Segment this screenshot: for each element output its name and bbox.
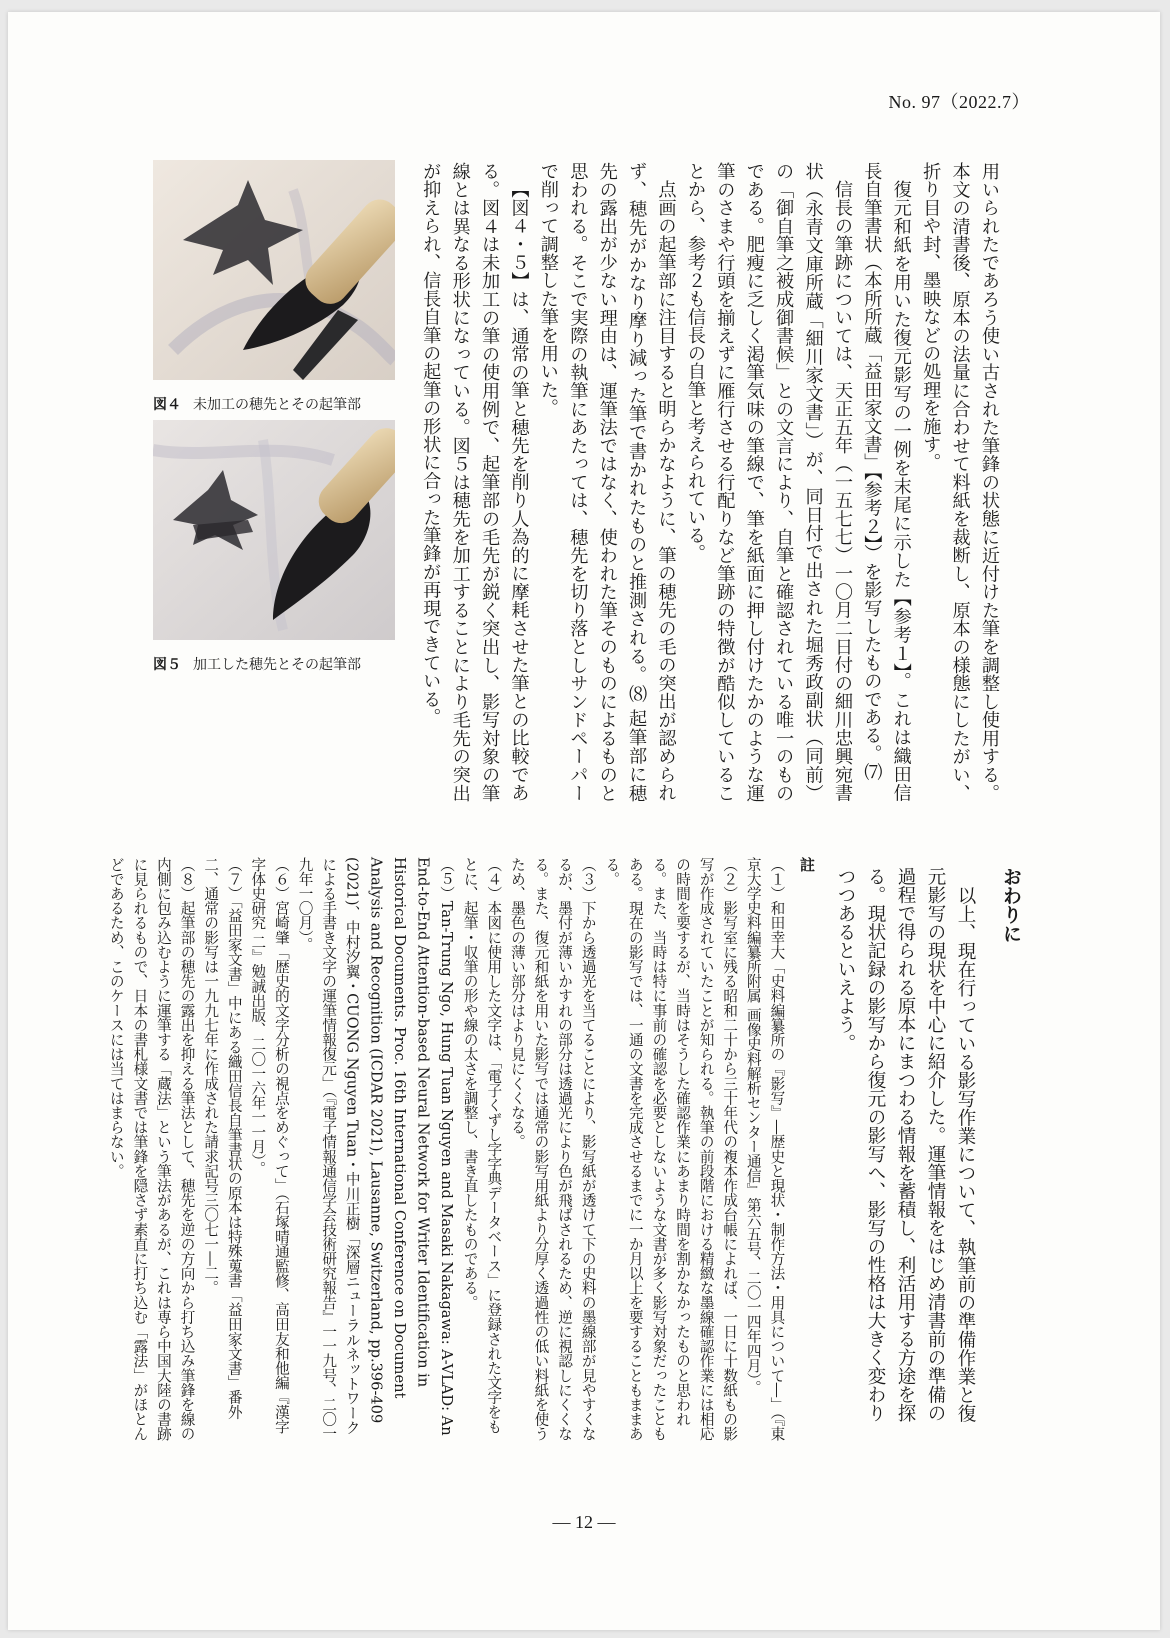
body-paragraph: 復元和紙を用いた復元影写の一例を末尾に示した【参考１】。これは織田信長自筆書状（本所所蔵「益田家文書」【参考２】）を影写したものである。⑺ <box>861 162 912 802</box>
figure-4-caption-text: 未加工の穂先とその起筆部 <box>193 397 361 413</box>
page <box>8 12 1160 1630</box>
note-item: （６）宮崎肇「歴史的文字分析の視点をめぐって」（石塚晴通監修、高田友和他編『漢字字体史研究 二』勉誠出版、二〇一六年一一月）。 <box>249 857 290 1434</box>
figure-5-photo <box>153 420 395 640</box>
page-number: ― 12 ― <box>552 1512 616 1532</box>
conclusion-text: 以上、現在行っている影写作業について、執筆前の準備作業と復元影写の現状を中心に紹介した。運筆情報をはじめ清書前の準備の過程で得られる原本にまつわる情報を蓄積し、利活用する方途を探る。現状記録の影写から復元の影写へ、影写の性格は大きく変わりつつあるといえよう。 <box>835 867 976 1422</box>
note-item: （１）和田幸大「史料編纂所の『影写』―歴史と現状・制作方法・用具について―」（『東京大学史料編纂所附属 画像史料解析センター通信』第六五号、二〇一四年四月）。 <box>744 857 786 1441</box>
body-text-top <box>408 162 1004 802</box>
figure-4-label: 図４ <box>153 397 181 413</box>
issue-number: No. 97（2022.7） <box>888 92 1030 112</box>
note-item: （３）下から透過光を当てることにより、影写紙が透けて下の史料の墨線部が見やすくなるが、墨付が薄いかすれの部分は透過光により色が飛ばされるため、逆に視認しにくくなる。また、復元和紙を用いた影写では通常の影写用紙より分厚く透過性の低い料紙を使うため、墨色の薄い部分はより見にくくなる。 <box>508 857 597 1441</box>
figure-4-caption <box>153 394 361 414</box>
body-paragraph: 点画の起筆部に注目すると明らかなように、筆の穂先の毛の突出が認められず、穂先がかなり摩り減った筆で書かれたものと推測される。⑻ 起筆部に穂先の露出が少ない理由は、運筆法ではなく、使われた筆そのものによるものと思われる。そこで実際の執筆にあたっては、穂先を切り落としサンドペーパーで削って調整した筆を用いた。 <box>537 162 677 802</box>
body-paragraph: 用いられたであろう使い古された筆鋒の状態に近付けた筆を調整し使用する。本文の清書後、原本の法量に合わせて料紙を裁断し、原本の様態にしたがい、折り目や封、墨映などの処理を施す。 <box>920 162 1000 802</box>
notes-heading: 註 <box>798 857 816 872</box>
note-item: （２）影写室に残る昭和二十から三十年代の複本作成台帳によれば、一日に十数紙もの影写が作成されていたことが知られる。執筆の前段階における精緻な墨線確認作業には相応の時間を要するが、当時はそうした確認作業にあまり時間を割かなかったものと思われる。また、当時は特に事前の確認を必要としないような文書が多く影写対象だったこともある。現在の影写では、一通の文書を完成させるまでに一か月以上を要することもままある。 <box>603 857 739 1441</box>
note-item: （７）「益田家文書」中にある織田信長自筆書状の原本は特殊蒐書「益田家文書」番外二、通常の影写は一九九七年に作成された請求記号三〇七一―二。 <box>202 857 243 1420</box>
figure-5-caption <box>153 654 361 674</box>
conclusion-heading: おわりに <box>1000 867 1022 943</box>
body-paragraph: 信長の筆跡については、天正五年（一五七七）一〇月二日付の細川忠興宛書状（永青文庫所蔵「細川家文書」）が、同日付で出された堀秀政副状（同前）の「御自筆之被成御書候」との文言により、自筆と確認されている唯一のものである。肥瘦に乏しく渇筆気味の筆線で、筆を紙面に押し付けたかのような運筆のさまや行頭を揃えずに雁行させる行配りなど筆跡の特徴が酷似していることから、参考２も信長の自筆と考えられている。 <box>684 162 853 802</box>
note-item: （５）Tan-Trung Ngo, Hung Tuan Nguyen and Masaki Nakagawa: A-VLAD: An End-to-End Attention-based Neural Network for Writer Identification in Historical Documents. Proc. 16th International Conference on Document Analysis and Recognition (ICDAR 2021), Lausanne, Switzerland, pp.396-409 (2021)、中村汐翼・CUONG Nguyen Tuan・中川正樹「深層ニューラルネットワークによる手書き文字の運筆情報復元」（『電子情報通信学会技術研究報告』一一九号、二〇一九年一〇月）。 <box>296 857 456 1441</box>
notes-section <box>107 857 818 1447</box>
note-item: （４）本図に使用した文字は、「電子くずし字字典データベース」に登録された文字をもとに、起筆・収筆の形や線の太さを調整し、書き直したものである。 <box>461 857 503 1434</box>
figure-4-photo <box>153 160 395 380</box>
conclusion-section <box>835 867 1026 1427</box>
note-item: （８）起筆部の穂先の露出を抑える筆法として、穂先を逆の方向から打ち込み筆鋒を線の内側に包み込むように運筆する「蔵法」という筆法があるが、これは専ら中国大陸の書跡に見られるもので、日本の書札様文書では筆鋒を隠さず素直に打ち込む「露法」がほとんどであるため、このケースには当てはまらない。 <box>107 857 196 1441</box>
body-paragraph: 【図４・５】は、通常の筆と穂先を削り人為的に摩耗させた筆との比較である。図４は未加工の筆の使用例で、起筆部の毛先が鋭く突出し、影写対象の筆線とは異なる形状になっている。図５は穂先を加工することにより毛先の突出が抑えられ、信長自筆の起筆の形状に合った筆鋒が再現できている。 <box>420 162 530 802</box>
figure-5-caption-text: 加工した穂先とその起筆部 <box>193 657 361 673</box>
figure-5-label: 図５ <box>153 657 181 673</box>
